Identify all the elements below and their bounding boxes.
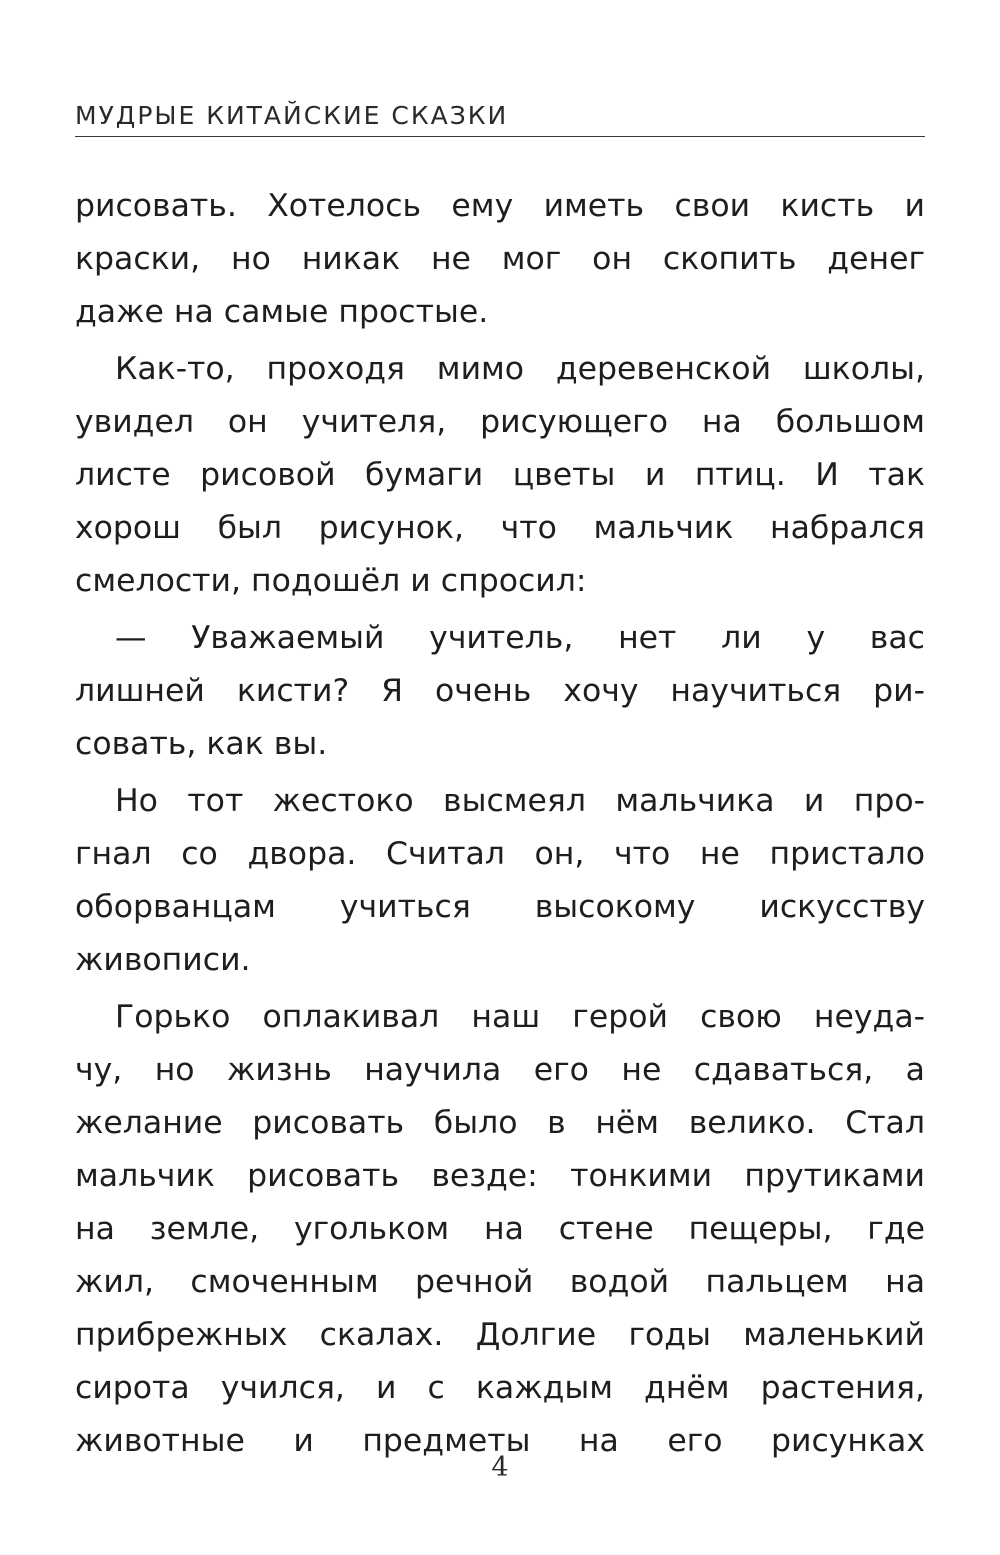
paragraph bbox=[75, 180, 925, 339]
running-title: МУДРЫЕ КИТАЙСКИЕ СКАЗКИ bbox=[75, 101, 509, 130]
text-line: Горько оплакивал наш герой свою неуда- bbox=[115, 999, 925, 1035]
text-line: чу, но жизнь научила его не сдаваться, а bbox=[75, 1052, 925, 1088]
text-line: сирота учился, и с каждым днём растения, bbox=[75, 1370, 925, 1406]
body-text bbox=[75, 180, 925, 1468]
header-rule bbox=[75, 136, 925, 137]
paragraph bbox=[75, 991, 925, 1468]
text-line: совать, как вы. bbox=[75, 726, 328, 762]
text-line: Как-то, проходя мимо деревенской школы, bbox=[115, 351, 925, 387]
text-line: прибрежных скалах. Долгие годы маленький bbox=[75, 1317, 925, 1353]
paragraph bbox=[75, 343, 925, 608]
paragraph bbox=[75, 612, 925, 771]
text-line: живописи. bbox=[75, 942, 251, 978]
text-line: гнал со двора. Считал он, что не пристало bbox=[75, 836, 925, 872]
text-line: животные и предметы на его рисунках bbox=[75, 1423, 925, 1459]
text-line: рисовать. Хотелось ему иметь свои кисть и bbox=[75, 188, 925, 224]
paragraph bbox=[75, 775, 925, 987]
text-line: жил, смоченным речной водой пальцем на bbox=[75, 1264, 925, 1300]
text-line: смелости, подошёл и спросил: bbox=[75, 563, 587, 599]
text-line: Но тот жестоко высмеял мальчика и про- bbox=[115, 783, 925, 819]
text-line: на земле, угольком на стене пещеры, где bbox=[75, 1211, 925, 1247]
text-line: листе рисовой бумаги цветы и птиц. И так bbox=[75, 457, 925, 493]
text-line: мальчик рисовать везде: тонкими прутиками bbox=[75, 1158, 925, 1194]
text-line: лишней кисти? Я очень хочу научиться ри- bbox=[75, 673, 925, 709]
text-line: желание рисовать было в нём велико. Стал bbox=[75, 1105, 925, 1141]
text-line: оборванцам учиться высокому искусству bbox=[75, 889, 925, 925]
text-line: хорош был рисунок, что мальчик набрался bbox=[75, 510, 925, 546]
text-line: увидел он учителя, рисующего на большом bbox=[75, 404, 925, 440]
text-line: — Уважаемый учитель, нет ли у вас bbox=[115, 620, 925, 656]
page-number: 4 bbox=[491, 1452, 509, 1483]
text-line: краски, но никак не мог он скопить денег bbox=[75, 241, 925, 277]
text-line: даже на самые простые. bbox=[75, 294, 489, 330]
